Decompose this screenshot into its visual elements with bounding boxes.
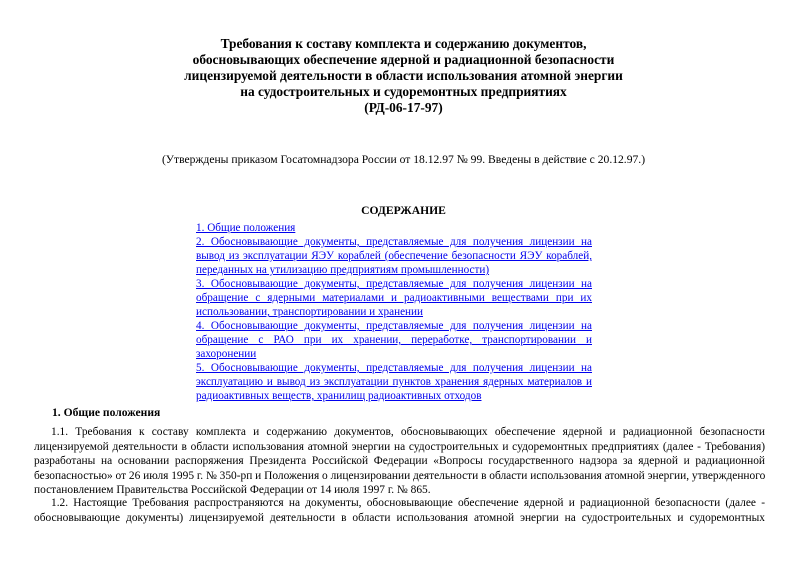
toc-link-section-1[interactable] (196, 221, 592, 235)
paragraph-line: 1.1. Требования к составу комплекта и содержанию документов, обосновывающих обеспечение ядерной и радиационной безопасности (51, 426, 765, 438)
title-line: Требования к составу комплекта и содержанию документов, (220, 36, 587, 51)
toc-link-line: радиоактивных веществ, хранилищ радиоактивных отходов (196, 390, 482, 402)
toc-link-line: 5. Обосновывающие документы, представляемые для получения лицензии на (196, 362, 592, 374)
toc-link-line: обращение с РАО при их хранении, переработке, транспортировании и (196, 334, 592, 346)
paragraph-line: безопасностью» от 26 июля 1995 г. № 350-рп и Положения о лицензировании деятельности в области использования атомной энергии, утвержденного (34, 469, 766, 482)
document-code: (РД-06-17-97) (364, 100, 443, 115)
title-line: на судостроительных и судоремонтных предприятиях (240, 84, 567, 99)
table-of-contents (196, 221, 592, 403)
paragraph-line: постановлением Правительства Российской Федерации от 14 июля 1997 г. № 865. (34, 484, 431, 497)
document-title (0, 36, 807, 116)
paragraph-1-1 (34, 425, 765, 498)
paragraph-line: 1.2. Настоящие Требования распространяются на документы, обосновывающие обеспечение ядерной и радиационной безопасности (далее - (51, 497, 765, 509)
toc-link-line: 2. Обосновывающие документы, представляемые для получения лицензии на (196, 236, 592, 248)
paragraph-line: разработаны на основании распоряжения Президента Российской Федерации «Вопросы государственного надзора за ядерной и радиационной (34, 455, 765, 468)
toc-link-section-5[interactable] (196, 361, 592, 403)
toc-link-section-3[interactable] (196, 277, 592, 319)
toc-link-line: эксплуатацию и вывод из эксплуатации пунктов хранения ядерных материалов и (196, 376, 592, 388)
title-line: обосновывающих обеспечение ядерной и радиационной безопасности (192, 52, 615, 67)
toc-link-line: захоронении (196, 348, 257, 360)
toc-link-line: 1. Общие положения (196, 222, 296, 234)
toc-link-line: использовании, транспортировании и хранении (196, 306, 424, 318)
toc-link-line: 4. Обосновывающие документы, представляемые для получения лицензии на (196, 320, 592, 332)
toc-link-line: 3. Обосновывающие документы, представляемые для получения лицензии на (196, 278, 592, 290)
paragraph-1-2 (34, 496, 765, 525)
toc-link-line: вывод из эксплуатации ЯЭУ кораблей (обеспечение безопасности ЯЭУ кораблей, (196, 250, 592, 262)
toc-link-section-4[interactable] (196, 319, 592, 361)
paragraph-line: обосновывающие документы) лицензируемой деятельности в области использования атомной энергии на судостроительных и судоремонтных (34, 511, 765, 524)
paragraph-line: лицензируемой деятельности в области использования атомной энергии на судостроительных и судоремонтных предприятиях (далее - Требования) (34, 440, 765, 453)
toc-link-line: обращение с ядерными материалами и радиоактивными веществами при их (196, 292, 592, 304)
title-line: лицензируемой деятельности в области использования атомной энергии (184, 68, 623, 83)
toc-heading: СОДЕРЖАНИЕ (361, 204, 446, 217)
section-heading: 1. Общие положения (52, 406, 161, 419)
toc-link-section-2[interactable] (196, 235, 592, 277)
approval-note: (Утверждены приказом Госатомнадзора России от 18.12.97 № 99. Введены в действие с 20.12.97.) (161, 153, 646, 166)
toc-link-line: переданных на утилизацию предприятиям промышленности) (196, 264, 490, 276)
